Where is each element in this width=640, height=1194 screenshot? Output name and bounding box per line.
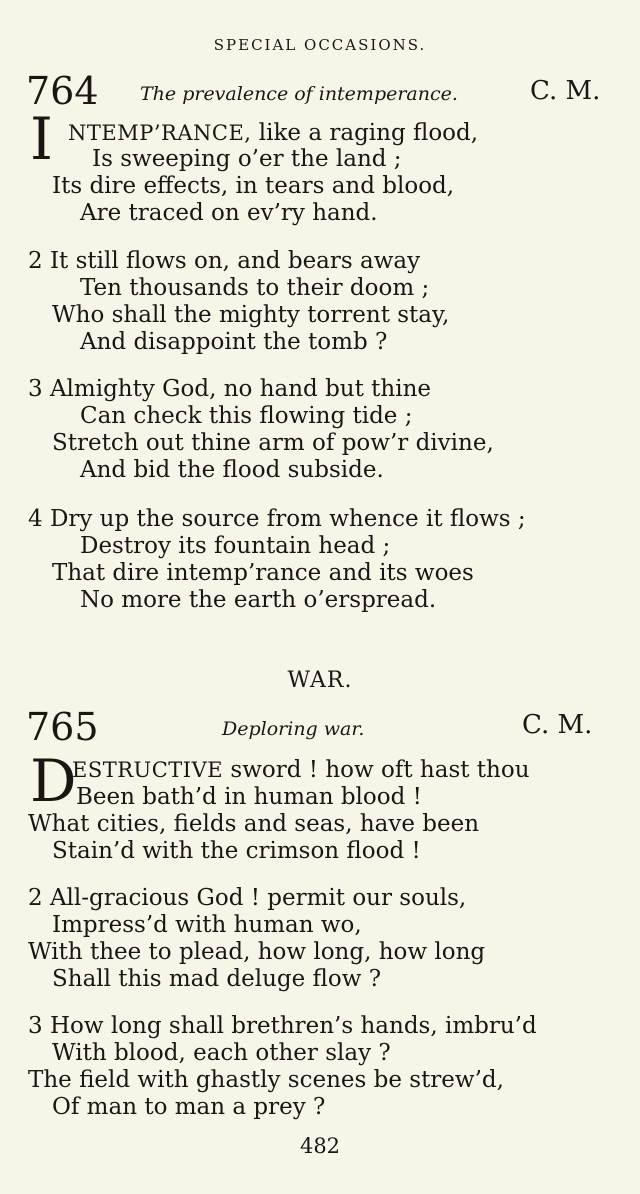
- verse-line: What cities, fields and seas, have been: [28, 811, 480, 837]
- verse-line: Been bath’d in human blood !: [76, 784, 422, 810]
- first-word: ESTRUCTIVE: [72, 758, 224, 782]
- first-line-rest: like a raging flood,: [258, 120, 479, 146]
- verse-line: Stretch out thine arm of pow’r divine,: [52, 430, 494, 456]
- running-head: SPECIAL OCCASIONS.: [213, 36, 427, 54]
- verse-line: 3 Almighty God, no hand but thine: [28, 376, 431, 402]
- verse-line: With blood, each other slay ?: [52, 1040, 391, 1066]
- first-line: [68, 122, 478, 145]
- verse-line: Is sweeping o’er the land ;: [92, 146, 402, 172]
- verse-line: 4 Dry up the source from whence it flows ;: [28, 506, 526, 532]
- verse-line: 3 How long shall brethren’s hands, imbru’d: [28, 1013, 537, 1039]
- verse-line: And disappoint the tomb ?: [80, 329, 388, 355]
- verse-line: Can check this flowing tide ;: [80, 403, 413, 429]
- verse-line: No more the earth o’erspread.: [80, 587, 437, 613]
- verse-line: 2 It still flows on, and bears away: [28, 248, 421, 274]
- drop-cap: D: [30, 747, 77, 815]
- section-title: WAR.: [287, 668, 353, 693]
- first-word: NTEMP’RANCE,: [68, 121, 252, 145]
- verse-line: Stain’d with the crimson flood !: [52, 838, 421, 864]
- verse-line: And bid the flood subside.: [80, 457, 384, 483]
- verse-line: Destroy its fountain head ;: [80, 533, 391, 559]
- first-line-rest: sword ! how oft hast thou: [230, 757, 530, 783]
- hymn-number: 765: [26, 705, 99, 749]
- hymn-subtitle: Deploring war.: [222, 718, 365, 740]
- hymn-number: 764: [26, 69, 99, 113]
- verse-line: That dire intemp’rance and its woes: [52, 560, 474, 586]
- verse-line: Its dire effects, in tears and blood,: [52, 173, 455, 199]
- hymn-meter: C. M.: [522, 710, 593, 740]
- first-line: [72, 759, 530, 782]
- verse-line: Who shall the mighty torrent stay,: [52, 302, 450, 328]
- page-number: 482: [299, 1134, 341, 1158]
- verse-line: Shall this mad deluge flow ?: [52, 966, 382, 992]
- verse-line: Ten thousands to their doom ;: [80, 275, 430, 301]
- verse-line: The field with ghastly scenes be strew’d,: [28, 1067, 504, 1093]
- verse-line: With thee to plead, how long, how long: [28, 939, 486, 965]
- verse-line: Impress’d with human wo,: [52, 912, 362, 938]
- hymn-subtitle: The prevalence of intemperance.: [140, 83, 458, 105]
- drop-cap: I: [30, 105, 53, 173]
- hymn-meter: C. M.: [530, 76, 601, 106]
- verse-line: Are traced on ev’ry hand.: [80, 200, 378, 226]
- verse-line: Of man to man a prey ?: [52, 1094, 326, 1120]
- verse-line: 2 All-gracious God ! permit our souls,: [28, 885, 467, 911]
